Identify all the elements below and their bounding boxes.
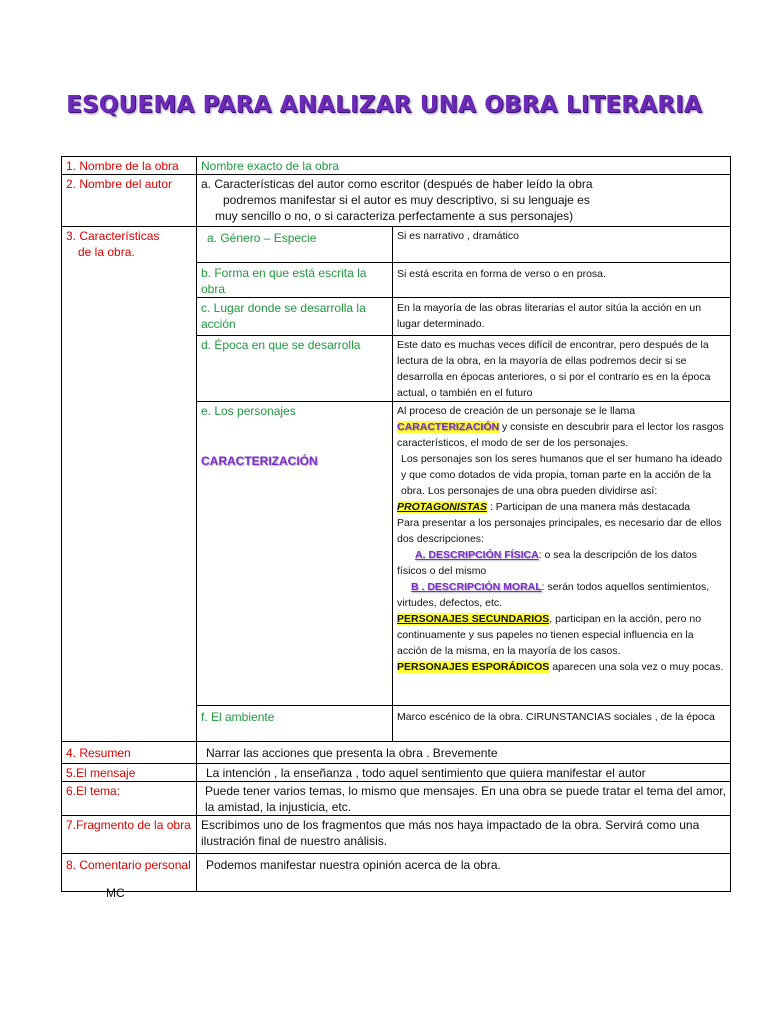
value-epoca: Este dato es muchas veces difícil de encontrar, pero después de la lectura de la obra, en la mayoría de ellas podremos decir si se desarrolla en épocas anteriores, o si por el contrario es en la época actual, o también en el futuro bbox=[393, 336, 731, 402]
descripcion-moral-text: : serán todos aquellos sentimientos, virtudes, defectos, etc. bbox=[397, 581, 710, 609]
value-genero: Si es narrativo , dramático bbox=[393, 227, 731, 263]
label-nombre-obra: 1. Nombre de la obra bbox=[62, 157, 197, 175]
value-forma: Si está escrita en forma de verso o en prosa. bbox=[393, 263, 731, 298]
esporadicos-term: PERSONAJES ESPORÁDICOS bbox=[397, 661, 550, 673]
label-caracteristicas bbox=[62, 227, 197, 742]
protagonistas-term: PROTAGONISTAS bbox=[397, 501, 488, 513]
value-personajes bbox=[393, 402, 731, 706]
protagonistas-text: : Participan de una manera más destacada bbox=[487, 501, 691, 513]
value-nombre-autor bbox=[197, 175, 731, 227]
label-mensaje: 5.El mensaje bbox=[62, 764, 197, 782]
autor-line-3: muy sencillo o no, o si caracteriza perfectamente a sus personajes) bbox=[215, 209, 574, 223]
personajes-intro: Al proceso de creación de un personaje se le llama bbox=[397, 405, 636, 417]
caracteristicas-label-line-1: 3. Características bbox=[66, 229, 160, 243]
table-row bbox=[62, 854, 731, 892]
secundarios-text: , participan en la acción, pero no continuamente y sus papeles no tienen especial influencia en la acción de la misma, en la mayoría de los casos. bbox=[397, 613, 702, 657]
esporadicos-text: aparecen una sola vez o muy pocas. bbox=[549, 661, 724, 673]
label-lugar: c. Lugar donde se desarrolla la acción bbox=[197, 298, 393, 336]
table-row bbox=[62, 227, 731, 263]
label-epoca: d. Época en que se desarrolla bbox=[197, 336, 393, 402]
value-resumen: Narrar las acciones que presenta la obra . Brevemente bbox=[197, 742, 731, 764]
secundarios-term: PERSONAJES SECUNDARIOS bbox=[397, 613, 550, 625]
presentar-text: Para presentar a los personajes principales, es necesario dar de ellos dos descripciones: bbox=[397, 517, 722, 545]
label-forma: b. Forma en que está escrita la obra bbox=[197, 263, 393, 298]
label-personajes: e. Los personajes bbox=[201, 404, 296, 418]
label-tema: 6.El tema: bbox=[62, 782, 197, 816]
caracterizacion-term: CARACTERIZACIÓN bbox=[397, 421, 500, 433]
label-comentario: 8. Comentario personal bbox=[62, 854, 197, 892]
label-resumen: 4. Resumen bbox=[62, 742, 197, 764]
table-row bbox=[62, 816, 731, 854]
personajes-paragraph-2: Los personajes son los seres humanos que el ser humano ha ideado y que como dotados de vida propia, toman parte en la acción de la obra. Los personajes de una obra pueden dividirse así: bbox=[401, 453, 723, 497]
analysis-table bbox=[61, 156, 731, 892]
personajes-intro-rest: y consiste en descubrir para el lector los rasgos característicos, el modo de ser de los personajes. bbox=[397, 421, 724, 449]
autor-line-2: podremos manifestar si el autor es muy descriptivo, si su lenguaje es bbox=[223, 193, 590, 207]
caracterizacion-heading: CARACTERIZACIÓN bbox=[201, 454, 318, 468]
descripcion-fisica-term: A. DESCRIPCIÓN FÍSICA bbox=[415, 549, 539, 561]
table-row bbox=[62, 764, 731, 782]
table-row bbox=[62, 742, 731, 764]
value-ambiente: Marco escénico de la obra. CIRUNSTANCIAS sociales , de la época bbox=[393, 706, 731, 742]
value-tema: Puede tener varios temas, lo mismo que mensajes. En una obra se puede tratar el tema del amor, la amistad, la injusticia, etc. bbox=[197, 782, 731, 816]
descripcion-moral-term: B . DESCRIPCIÓN MORAL bbox=[411, 581, 542, 593]
label-nombre-autor: 2. Nombre del autor bbox=[62, 175, 197, 227]
value-lugar: En la mayoría de las obras literarias el autor sitúa la acción en un lugar determinado. bbox=[393, 298, 731, 336]
label-ambiente: f. El ambiente bbox=[197, 706, 393, 742]
value-fragmento: Escribimos uno de los fragmentos que más nos haya impactado de la obra. Servirá como una ilustración final de nuestro análisis. bbox=[197, 816, 731, 854]
descripcion-fisica-text: : o sea la descripción de los datos físicos o del mismo bbox=[397, 549, 697, 577]
label-personajes-cell bbox=[197, 402, 393, 706]
table-row bbox=[62, 782, 731, 816]
autor-line-1: a. Características del autor como escritor (después de haber leído la obra bbox=[201, 177, 593, 191]
label-genero: a. Género – Especie bbox=[197, 227, 393, 263]
table-row bbox=[62, 175, 731, 227]
label-fragmento: 7.Fragmento de la obra bbox=[62, 816, 197, 854]
value-comentario: Podemos manifestar nuestra opinión acerca de la obra. bbox=[197, 854, 731, 892]
caracteristicas-label-line-2: de la obra. bbox=[78, 245, 135, 259]
value-nombre-obra: Nombre exacto de la obra bbox=[197, 157, 731, 175]
page-title: ESQUEMA PARA ANALIZAR UNA OBRA LITERARIA bbox=[66, 92, 702, 118]
table-row bbox=[62, 157, 731, 175]
value-mensaje: La intención , la enseñanza , todo aquel sentimiento que quiera manifestar el autor bbox=[197, 764, 731, 782]
footer-initials: MC bbox=[106, 886, 125, 900]
